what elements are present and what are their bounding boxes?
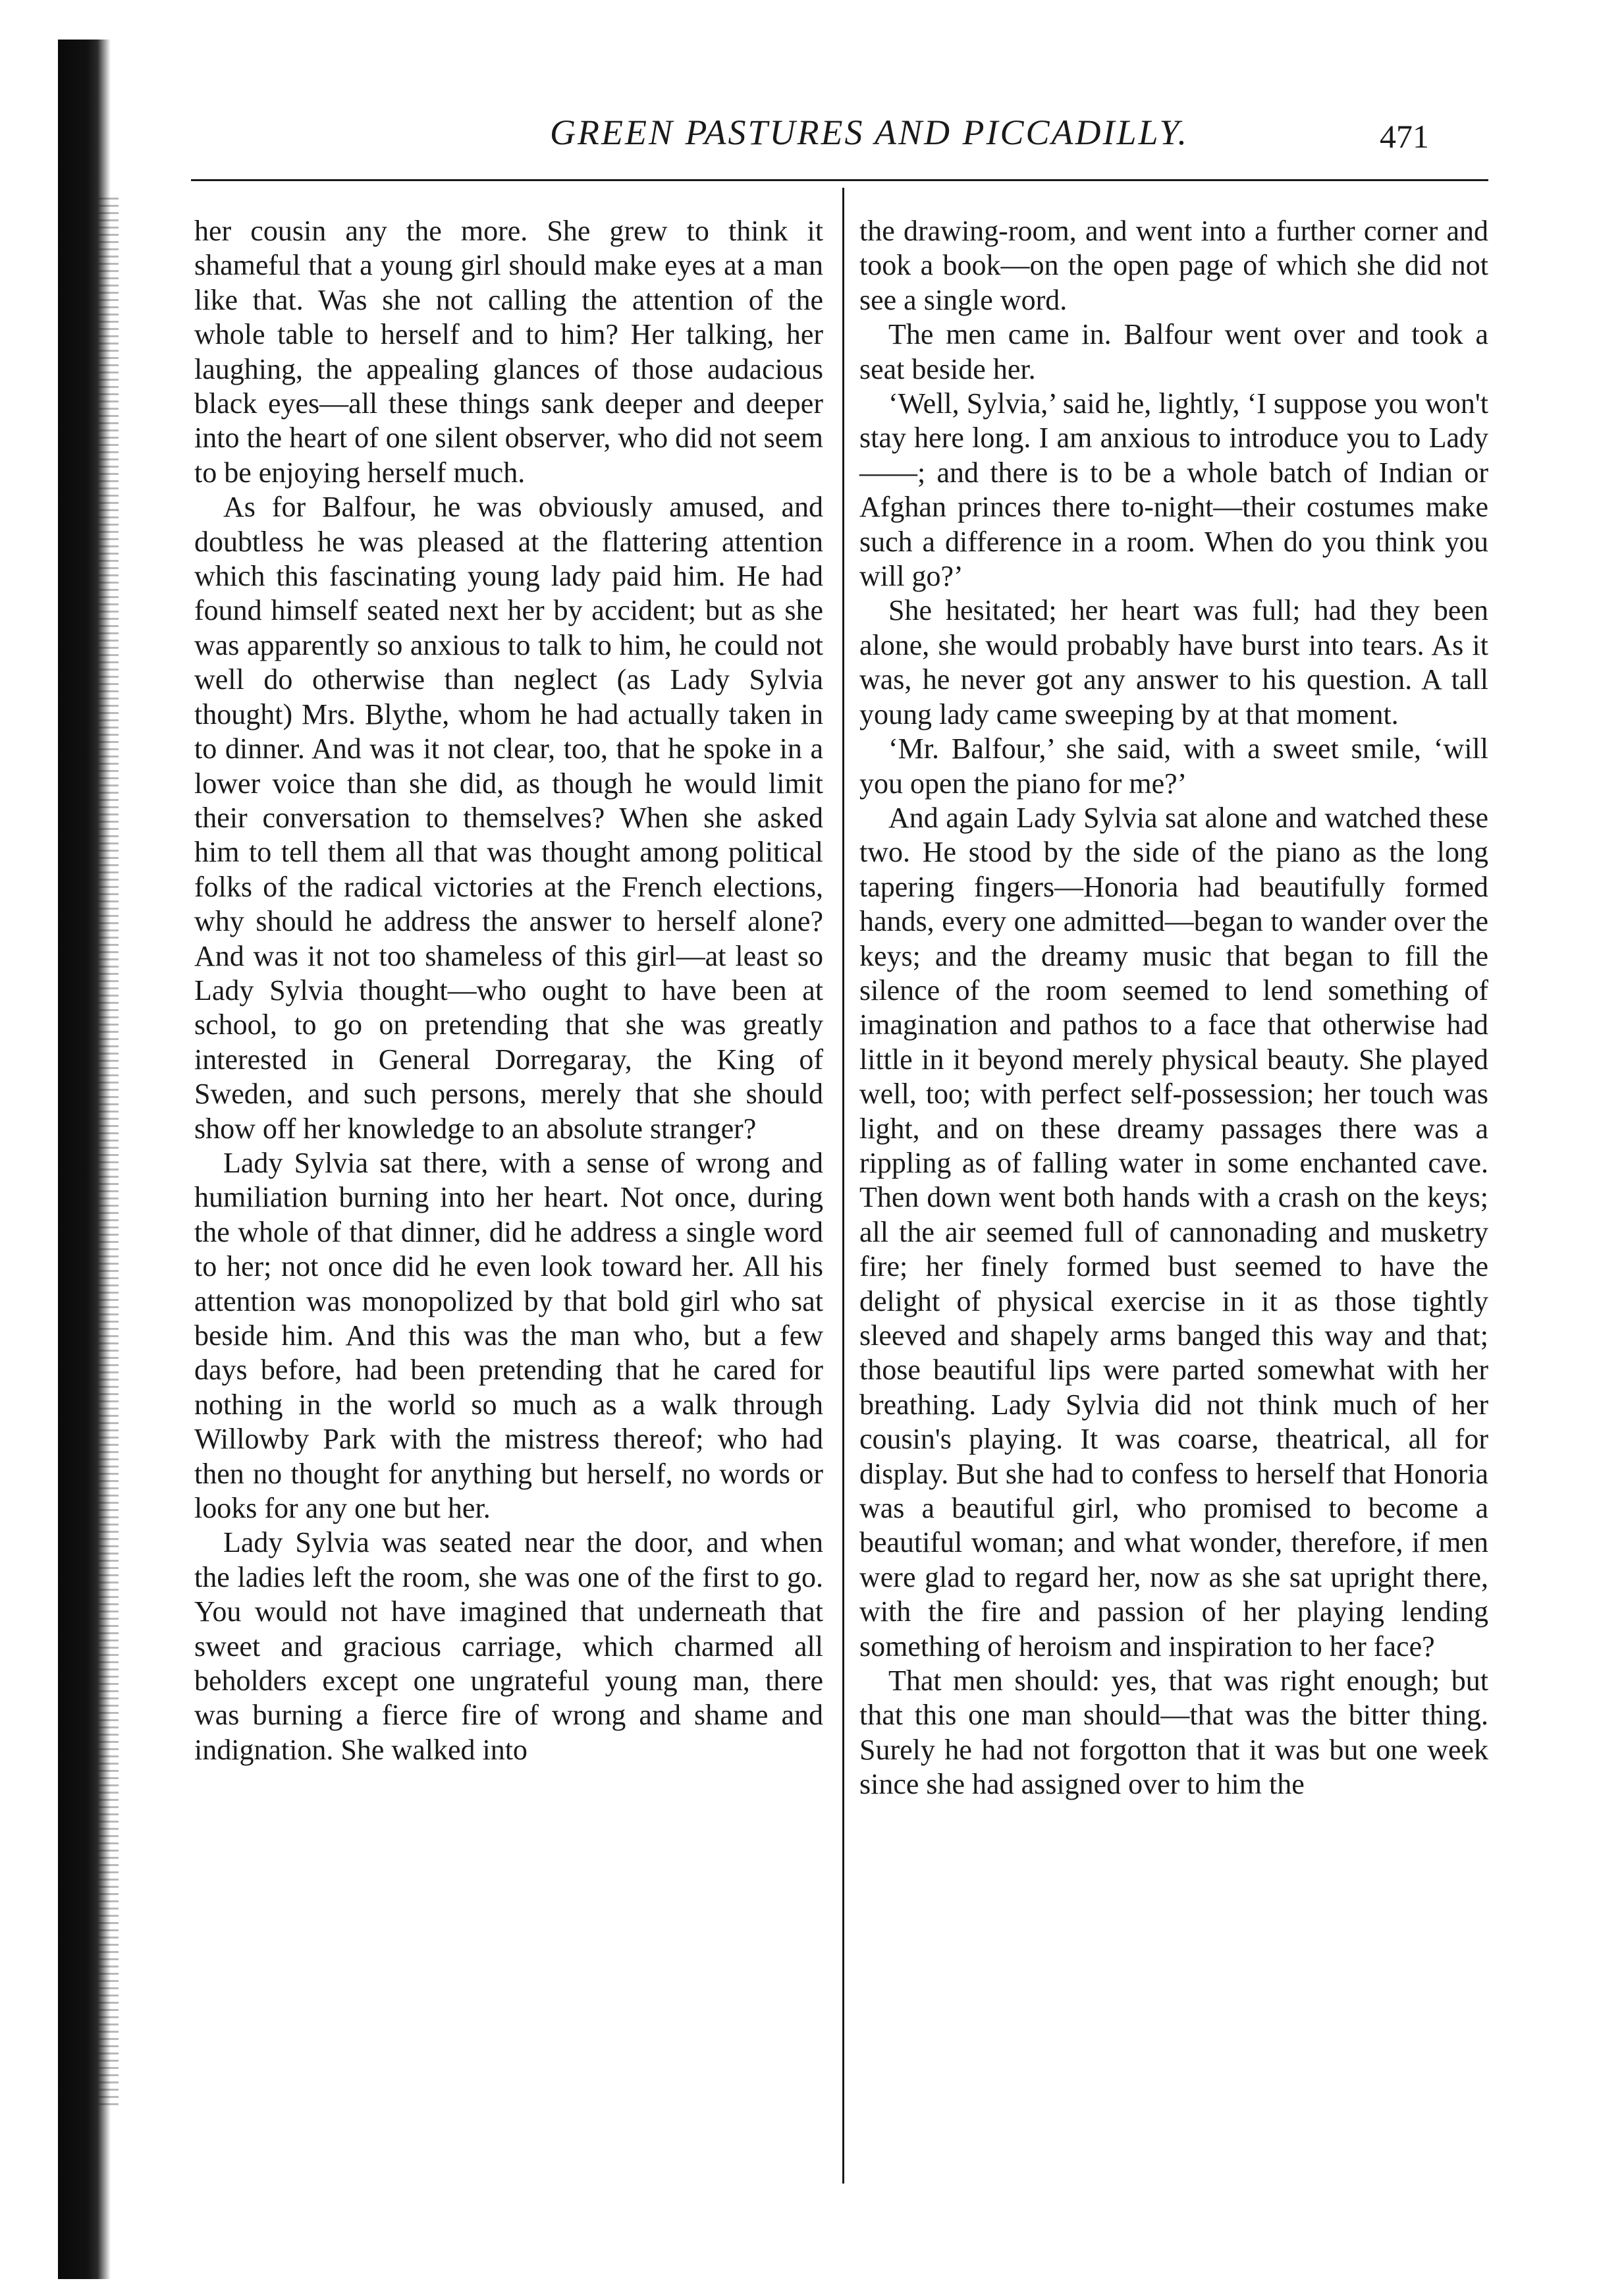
paragraph: That men should: yes, that was right enough; but that this one man should—that was the bitter thing. Surely he had not forgotton that it was but one week since she had assigned over to him the: [859, 1665, 1488, 1801]
page-number: 471: [1380, 118, 1429, 155]
left-column: [194, 214, 823, 1767]
paragraph: the drawing-room, and went into a further corner and took a book—on the open page of which she did not see a single word.: [859, 215, 1488, 316]
paragraph: ‘Mr. Balfour,’ she said, with a sweet smile, ‘will you open the piano for me?’: [859, 732, 1488, 800]
paragraph: Lady Sylvia was seated near the door, and when the ladies left the room, she was one of the first to go. You would not have imagined that underneath that sweet and gracious carriage, which charmed all beholders except one ungrateful young man, there was burning a fierce fire of wrong and shame and indignation. She walked into: [194, 1526, 823, 1766]
paragraph: The men came in. Balfour went over and took a seat beside her.: [859, 318, 1488, 385]
paragraph: ‘Well, Sylvia,’ said he, lightly, ‘I suppose you won't stay here long. I am anxious to introduce you to Lady ——; and there is to be a whole batch of Indian or Afghan princes there to-night—their costumes make such a difference in a room. When do you think you will go?’: [859, 387, 1488, 593]
paragraph: her cousin any the more. She grew to think it shameful that a young girl should make eyes at a man like that. Was she not calling the attention of the whole table to herself and to him? Her talking, her laughing, the appealing glances of those audacious black eyes—all these things sank deeper and deeper into the heart of one silent observer, who did not seem to be enjoying herself much.: [194, 215, 824, 489]
paragraph: As for Balfour, he was obviously amused, and doubtless he was pleased at the flattering attention which this fascinating young lady paid him. He had found himself seated next her by accident; but as she was apparently so anxious to talk to him, he could not well do otherwise than neglect (as Lady Sylvia thought) Mrs. Blythe, whom he had actually taken in to dinner. And was it not clear, too, that he spoke in a lower voice than she did, as though he would limit their conversation to themselves? When she asked him to tell them all that was thought among political folks of the radical victories at the French elections, why should he address the answer to herself alone? And was it not too shameless of this girl—at least so Lady Sylvia thought—who ought to have been at school, to go on pretending that she was greatly interested in General Dorregaray, the King of Sweden, and such persons, merely that she should show off her knowledge to an absolute stranger?: [194, 491, 823, 1145]
header-rule: [191, 179, 1488, 181]
column-divider: [842, 188, 844, 2184]
running-title: GREEN PASTURES AND PICCADILLY.: [549, 113, 1189, 152]
right-column: [859, 214, 1488, 1802]
paragraph: And again Lady Sylvia sat alone and watched these two. He stood by the side of the piano as the long tapering fingers—Honoria had beautifully formed hands, every one admitted—began to wander over the keys; and the dreamy music that began to fill the silence of the room seemed to lend something of imagination and pathos to a face that otherwise had little in it beyond merely physical beauty. She played well, too; with perfect self-possession; her touch was light, and on these dreamy passages there was a rippling as of falling water in some enchanted cave. Then down went both hands with a crash on the keys; all the air seemed full of cannonading and musketry fire; her finely formed bust seemed to have the delight of physical exercise in it as those tightly sleeved and shapely arms banged this way and that; those beautiful lips were parted somewhat with her breathing. Lady Sylvia did not think much of her cousin's playing. It was coarse, theatrical, all for display. But she had to confess to herself that Honoria was a beautiful girl, who promised to become a beautiful woman; and what wonder, therefore, if men were glad to regard her, now as she sat upright there, with the fire and passion of her playing lending something of heroism and inspiration to her face?: [859, 801, 1488, 1663]
paragraph: She hesitated; her heart was full; had they been alone, she would probably have burst into tears. As it was, he never got any answer to his question. A tall young lady came sweeping by at that moment.: [859, 594, 1488, 730]
paragraph: Lady Sylvia sat there, with a sense of wrong and humiliation burning into her heart. Not once, during the whole of that dinner, did he address a single word to her; not once did he even look toward her. All his attention was monopolized by that bold girl who sat beside him. And this was the man who, but a few days before, had been pretending that he cared for nothing in the world so much as a walk through Willowby Park with the mistress thereof; who had then no thought for anything but herself, no words or looks for any one but her.: [194, 1146, 823, 1525]
page-binding-texture: [99, 198, 119, 2108]
